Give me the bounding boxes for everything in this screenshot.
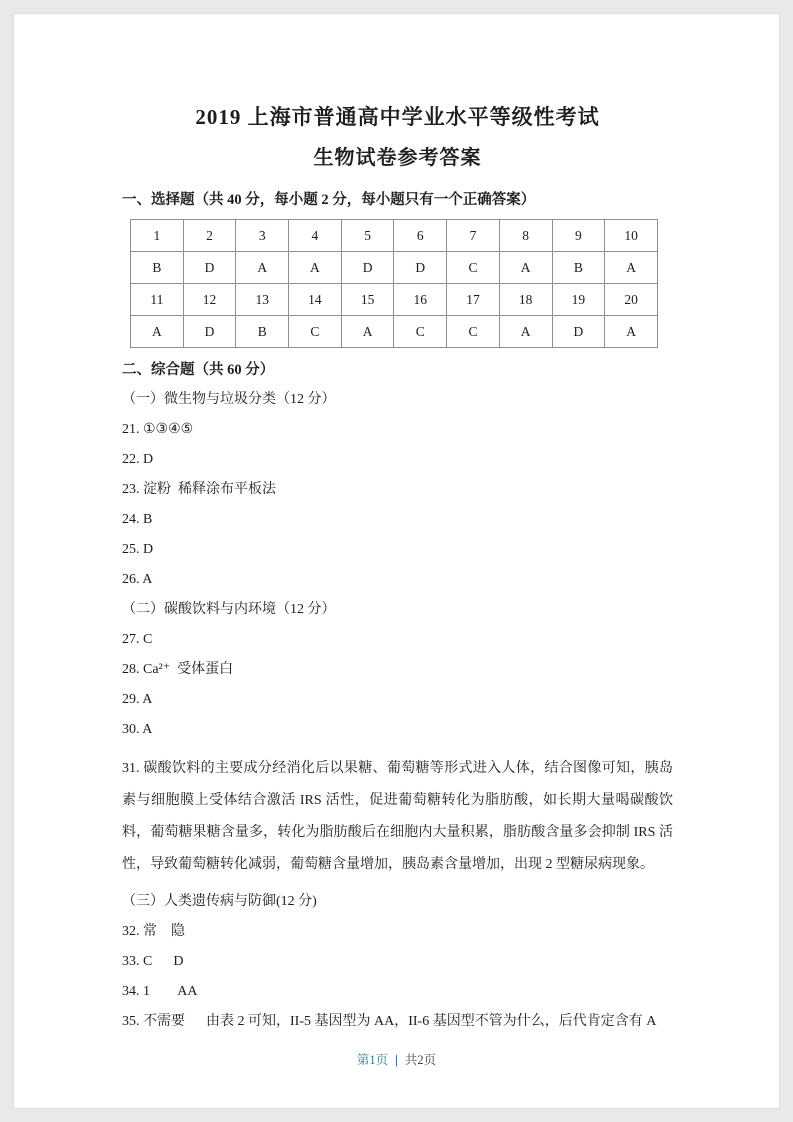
answer-table-cell: A [499,252,552,284]
answer-33: 33. C D [122,954,184,969]
answer-table-cell: 7 [447,220,500,252]
answer-table-cell: A [341,316,394,348]
answer-32: 32. 常 隐 [122,924,185,939]
answer-table-cell: B [552,252,605,284]
answer-table-cell: 13 [236,284,289,316]
page-indicator-current: 第1页 [356,1053,389,1067]
answer-table-cell: A [605,316,658,348]
answer-21: 21. ①③④⑤ [122,422,194,437]
answer-table-cell: C [447,316,500,348]
answer-28: 28. Ca²⁺ 受体蛋白 [122,662,234,677]
answer-29: 29. A [122,692,153,707]
answer-table-cell: D [394,252,447,284]
answer-22: 22. D [122,452,154,467]
answer-table-cell: 11 [131,284,184,316]
answer-24: 24. B [122,512,153,527]
doc-title: 2019 上海市普通高中学业水平等级性考试 [195,105,600,129]
part-heading-2: （二）碳酸饮料与内环境（12 分） [122,602,336,617]
answer-table-row [131,220,658,252]
answer-table-cell: C [394,316,447,348]
answer-table-cell: D [341,252,394,284]
answer-table-cell: A [236,252,289,284]
part-heading-1: （一）微生物与垃圾分类（12 分） [122,392,336,407]
answer-table-cell: 3 [236,220,289,252]
answer-table-cell: 9 [552,220,605,252]
answer-table-row [131,316,658,348]
answer-25: 25. D [122,542,154,557]
answer-23: 23. 淀粉 稀释涂布平板法 [122,482,276,497]
section-heading-choice: 一、选择题（共 40 分，每小题 2 分，每小题只有一个正确答案） [122,192,536,208]
part-heading-3: （三）人类遗传病与防御(12 分) [122,894,317,909]
page-indicator-total: 共2页 [404,1053,437,1067]
answer-table-cell: A [131,316,184,348]
answer-table-cell: B [236,316,289,348]
answer-table-cell: C [447,252,500,284]
answer-table-cell: D [183,316,236,348]
page-footer [14,1050,779,1068]
answer-table-cell: 18 [499,284,552,316]
answer-table-cell: A [605,252,658,284]
answer-table-cell: 15 [341,284,394,316]
doc-subtitle: 生物试卷参考答案 [313,147,482,169]
answer-table-cell: 17 [447,284,500,316]
answer-30: 30. A [122,722,153,737]
answer-table-cell: D [183,252,236,284]
answer-table-cell: 6 [394,220,447,252]
answer-31: 31. 碳酸饮料的主要成分经消化后以果糖、葡萄糖等形式进入人体，结合图像可知，胰岛素与细胞膜上受体结合激活 IRS 活性，促进葡萄糖转化为脂肪酸，如长期大量喝碳酸饮料，葡萄糖果糖含量多，转化为脂肪酸后在细胞内大量积累，脂肪酸含量多会抑制 IRS 活性，导致葡萄糖转化减弱，葡萄糖含量增加，胰岛素含量增加，出现 2 型糖尿病现象。 [122,761,673,872]
answer-table-row [131,284,658,316]
document-page [13,13,780,1109]
answer-table-cell: 10 [605,220,658,252]
answer-27: 27. C [122,632,153,647]
answer-table-cell: 8 [499,220,552,252]
answer-table-cell: 2 [183,220,236,252]
answer-table-cell: A [499,316,552,348]
answer-table-cell: 19 [552,284,605,316]
answer-table-cell: C [289,316,342,348]
answer-table-cell: 12 [183,284,236,316]
answer-table-cell: 4 [289,220,342,252]
answer-table [130,219,658,348]
answer-table-row [131,252,658,284]
answer-34: 34. 1 AA [122,984,198,999]
answer-table-cell: 14 [289,284,342,316]
answer-table-cell: D [552,316,605,348]
document-content [14,14,779,1031]
answer-table-cell: 5 [341,220,394,252]
section-heading-comprehensive: 二、综合题（共 60 分） [122,362,275,378]
answer-26: 26. A [122,572,153,587]
page-separator: | [395,1053,398,1067]
answer-35: 35. 不需要 由表 2 可知，II-5 基因型为 AA，II-6 基因型不管为什么，后代肯定含有 A [122,1014,657,1029]
answer-table-cell: A [289,252,342,284]
answer-table-cell: 16 [394,284,447,316]
answer-table-cell: B [131,252,184,284]
answer-table-cell: 20 [605,284,658,316]
answer-table-cell: 1 [131,220,184,252]
